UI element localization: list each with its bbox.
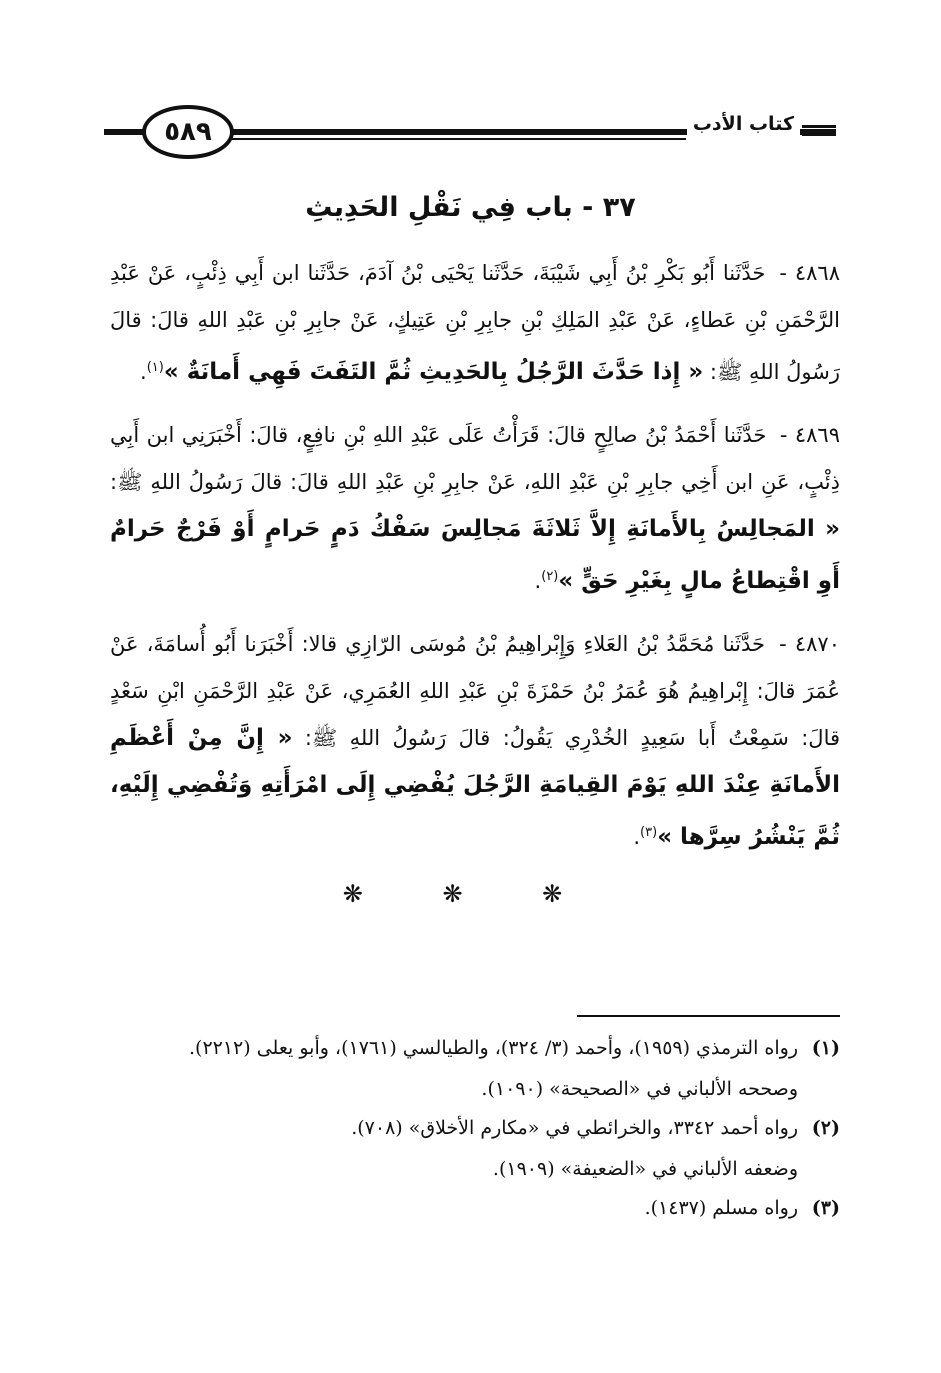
footnote-ref: (٢) bbox=[541, 569, 559, 584]
chapter-heading: ٣٧ - باب فِي نَقْلِ الحَدِيثِ bbox=[305, 192, 636, 223]
footnote-ref: (١) bbox=[146, 360, 164, 375]
section-separator: ❋ ❋ ❋ bbox=[342, 880, 599, 908]
running-header bbox=[104, 103, 836, 161]
hadith-isnad: حَدَّثَنا مُحَمَّدُ بْنُ العَلاءِ وَإِبْراهِيمُ بْنُ مُوسَى الرّازِي قالا: أَخْبَرَنا أَبُو أُسامَةَ، عَنْ عُمَرَ قالَ: إِبْراهِيمُ هُوَ عُمَرُ بْنُ حَمْزَةَ بْنِ عَبْدِ اللهِ العُمَرِي، عَنْ عَبْدِ الرَّحْمَنِ ابْنِ سَعْدٍ قالَ: سَمِعْتُ أَبا سَعِيدٍ الخُدْرِي يَقُولُ: قالَ رَسُولُ اللهِ ﷺ: bbox=[110, 632, 841, 750]
hadith-4869: ٤٨٦٩ - حَدَّثَنا أَحْمَدُ بْنُ صالِحٍ قالَ: قَرَأْتُ عَلَى عَبْدِ اللهِ بْنِ نافِعٍ، قالَ: أَخْبَرَنِي ابن أَبِي ذِئْبٍ، عَنِ ابن أَخِي جابِرِ بْنِ عَبْدِ اللهِ، عَنْ جابِرِ بْنِ عَبْدِ اللهِ قالَ: قالَ رَسُولُ اللهِ ﷺ: « المَجالِسُ بِالأَمانَةِ إِلاَّ ثَلاثَةَ مَجالِسَ سَفْكُ دَمٍ حَرامٍ أَوْ فَرْجٌ حَرامٌ أَوِ اقْتِطاعُ مالٍ بِغَيْرِ حَقٍّ »$^{(٢)}$. bbox=[110, 423, 840, 594]
hadith-isnad: حَدَّثَنا أَحْمَدُ بْنُ صالِحٍ قالَ: قَرَأْتُ عَلَى عَبْدِ اللهِ بْنِ نافِعٍ، قالَ: أَخْبَرَنِي ابن أَبِي ذِئْبٍ، عَنِ ابن أَخِي جابِرِ بْنِ عَبْدِ اللهِ، عَنْ جابِرِ بْنِ عَبْدِ اللهِ قالَ: قالَ رَسُولُ اللهِ ﷺ: bbox=[110, 423, 840, 494]
footnote-grading: وصححه الألباني في «الصحيحة» (١٠٩٠). bbox=[481, 1078, 798, 1100]
hadith-4868: ٤٨٦٨ - حَدَّثَنا أَبُو بَكْرِ بْنُ أَبِي شَيْبَةَ، حَدَّثَنا يَحْيَى بْنُ آدَمَ، حَدَّثَنا ابن أَبِي ذِئْبٍ، عَنْ عَبْدِ الرَّحْمَنِ بْنِ عَطاءٍ، عَنْ عَبْدِ المَلِكِ بْنِ جابِرِ بْنِ عَتِيكٍ، عَنْ جابِرِ بْنِ عَبْدِ اللهِ قالَ: قالَ رَسُولُ اللهِ ﷺ: « إِذا حَدَّثَ الرَّجُلُ بِالحَدِيثِ ثُمَّ التَفَتَ فَهِي أَمانَةٌ »$^{(١)}$. bbox=[110, 261, 840, 385]
book-title: كتاب الأدب bbox=[687, 113, 800, 135]
hadith-isnad: حَدَّثَنا أَبُو بَكْرِ بْنُ أَبِي شَيْبَةَ، حَدَّثَنا يَحْيَى بْنُ آدَمَ، حَدَّثَنا ابن أَبِي ذِئْبٍ، عَنْ عَبْدِ الرَّحْمَنِ بْنِ عَطاءٍ، عَنْ عَبْدِ المَلِكِ بْنِ جابِرِ بْنِ عَتِيكٍ، عَنْ جابِرِ بْنِ عَبْدِ اللهِ قالَ: قالَ رَسُولُ اللهِ ﷺ: bbox=[110, 261, 840, 384]
footnote-grading: وضعفه الألباني في «الضعيفة» (١٩٠٩). bbox=[492, 1158, 798, 1180]
hadith-matn: « إِذا حَدَّثَ الرَّجُلُ بِالحَدِيثِ ثُمَّ التَفَتَ فَهِي أَمانَةٌ » bbox=[163, 359, 704, 385]
hadith-number: ٤٨٦٩ - bbox=[779, 423, 840, 447]
hadith-matn: « إِنَّ مِنْ أَعْظَمِ الأَمانَةِ عِنْدَ اللهِ يَوْمَ القِيامَةِ الرَّجُلَ يُفْضِي إِلَى امْرَأَتِهِ وَتُفْضِي إِلَيْهِ، ثُمَّ يَنْشُرُ سِرَّها » bbox=[110, 725, 840, 850]
footnotes bbox=[110, 1030, 840, 1229]
hadith-number: ٤٨٧٠ - bbox=[779, 632, 840, 656]
footnote-rule bbox=[577, 1015, 840, 1017]
footnote-text: رواه مسلم (١٤٣٧). bbox=[644, 1197, 798, 1219]
footnote-marker: (٢) bbox=[811, 1117, 840, 1139]
header-rule-thin bbox=[216, 138, 686, 140]
page-number-oval bbox=[142, 105, 234, 159]
hadith-number: ٤٨٦٨ - bbox=[779, 261, 840, 285]
footnote-text: رواه أحمد ٣٣٤٢، والخرائطي في «مكارم الأخلاق» (٧٠٨). bbox=[351, 1117, 798, 1139]
footnote-2 bbox=[110, 1110, 840, 1188]
footnote-marker: (٣) bbox=[811, 1197, 840, 1219]
page-number: ٥٨٩ bbox=[164, 117, 212, 147]
footnote-3 bbox=[110, 1190, 840, 1227]
hadith-matn: « المَجالِسُ بِالأَمانَةِ إِلاَّ ثَلاثَةَ مَجالِسَ سَفْكُ دَمٍ حَرامٍ أَوْ فَرْجٌ حَرامٌ أَوِ اقْتِطاعُ مالٍ بِغَيْرِ حَقٍّ » bbox=[110, 516, 840, 594]
main-text bbox=[110, 250, 840, 877]
hadith-4870: ٤٨٧٠ - حَدَّثَنا مُحَمَّدُ بْنُ العَلاءِ وَإِبْراهِيمُ بْنُ مُوسَى الرّازِي قالا: أَخْبَرَنا أَبُو أُسامَةَ، عَنْ عُمَرَ قالَ: إِبْراهِيمُ هُوَ عُمَرُ بْنُ حَمْزَةَ بْنِ عَبْدِ اللهِ العُمَرِي، عَنْ عَبْدِ الرَّحْمَنِ ابْنِ سَعْدٍ قالَ: سَمِعْتُ أَبا سَعِيدٍ الخُدْرِي يَقُولُ: قالَ رَسُولُ اللهِ ﷺ: « إِنَّ مِنْ أَعْظَمِ الأَمانَةِ عِنْدَ اللهِ يَوْمَ القِيامَةِ الرَّجُلَ يُفْضِي إِلَى امْرَأَتِهِ وَتُفْضِي إِلَيْهِ، ثُمَّ يَنْشُرُ سِرَّها »$^{(٣)}$. bbox=[110, 632, 841, 850]
header-ornament-line bbox=[802, 133, 836, 136]
footnote-marker: (١) bbox=[811, 1037, 840, 1059]
header-ornament-line bbox=[802, 125, 836, 128]
footnote-text: رواه الترمذي (١٩٥٩)، وأحمد (٣/ ٣٢٤)، والطيالسي (١٧٦١)، وأبو يعلى (٢٢١٢). bbox=[188, 1037, 798, 1059]
footnote-ref: (٣) bbox=[640, 825, 658, 840]
footnote-1 bbox=[110, 1030, 840, 1108]
